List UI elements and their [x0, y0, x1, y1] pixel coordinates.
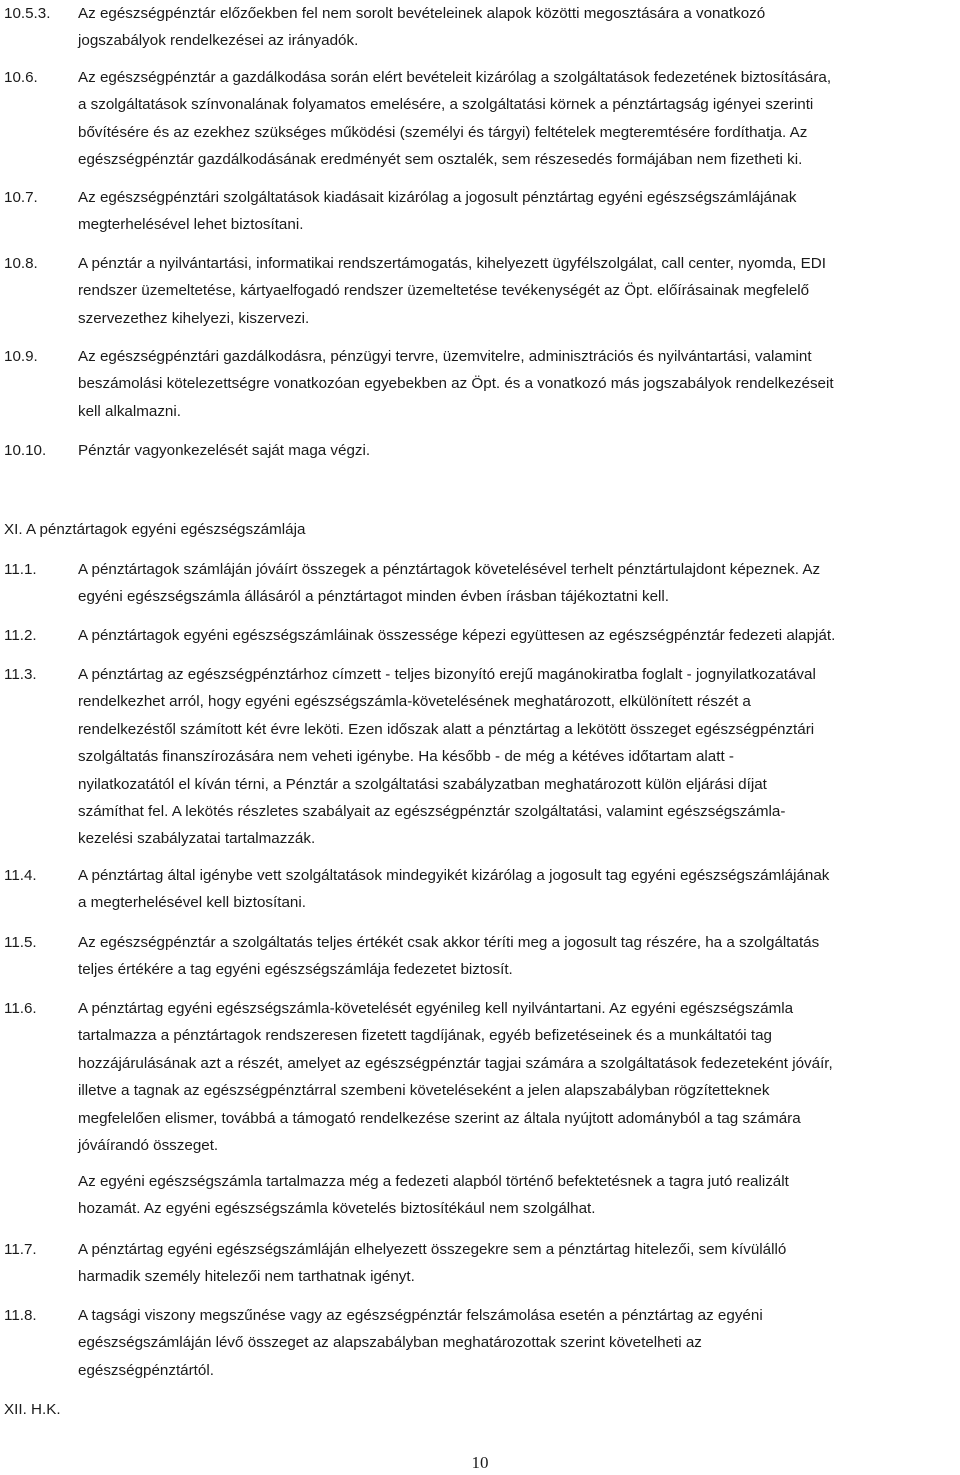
section-text-line: egészségpénztártól. — [78, 1361, 214, 1379]
section-text-line: Az egészségpénztár a szolgáltatás teljes értékét csak akkor téríti meg a jogosult tag részére, ha a szolgáltatás — [78, 934, 820, 951]
chapter-heading-xi: XI. A pénztártagok egyéni egészségszámlája — [4, 521, 306, 538]
section-text-line: beszámolási kötelezettségre vonatkozóan egyebekben az Öpt. és a vonatkozó más jogszabályok rendelkezéseit — [78, 375, 834, 393]
section-text-line: A pénztártag által igénybe vett szolgáltatások mindegyikét kizárólag a jogosult tag egyéni egészségszámlájának — [78, 867, 830, 884]
section-text-line: A pénztártag egyéni egészségszámláján elhelyezett összegekre sem a pénztártag hitelezői, sem kívülálló — [78, 1241, 787, 1258]
section-text-line: Pénztár vagyonkezelését saját maga végzi. — [78, 442, 371, 459]
section-text-line: megfelelően elismer, továbbá a támogató rendelkezése szerint az általa nyújtott adományból a tag számára — [78, 1109, 801, 1127]
section-text-line: egészségszámláján lévő összeget az alapszabályban meghatározottak szerint követelheti az — [78, 1334, 702, 1352]
section-text-line: a szolgáltatások színvonalának folyamatos emelésére, a szolgáltatási körnek a pénztártagság igényei szerinti — [78, 96, 814, 114]
section-text-line: jóváírandó összeget. — [78, 1137, 219, 1155]
section-text-line: hozzájárulásának azt a részét, amelyet az egészségpénztár tagjai számára a szolgáltatások fedezeteként jóváír, — [78, 1054, 833, 1072]
section-text-line: rendelkezéstől számított két évre leköti. Ezen időszak alatt a pénztártag a lekötött összeget egészségpénztári — [78, 720, 815, 738]
section-text-line: jogszabályok rendelkezései az irányadók. — [78, 32, 359, 50]
section-number: 10.6. — [4, 69, 38, 86]
section-text-line: megterhelésével lehet biztosítani. — [78, 216, 304, 234]
section-number: 11.2. — [4, 627, 37, 644]
section-text-line: A pénztártagok számláján jóváírt összegek a pénztártagok követelésével terhelt pénztártulajdont képeznek. Az — [78, 561, 821, 578]
section-text-line: Az egészségpénztár előzőekben fel nem sorolt bevételeinek alapok közötti megosztására a vonatkozó — [78, 5, 766, 22]
section-text-line: egyéni egészségszámla állásáról a pénztártagot minden évben írásban tájékoztatni kell. — [78, 588, 669, 606]
section-text-line: egészségpénztár gazdálkodásának eredményét sem osztalék, sem részesedés formájában nem fizetheti ki. — [78, 151, 803, 169]
section-number: 11.8. — [4, 1307, 37, 1324]
section-text-line: szervezethez kihelyezi, kiszervezi. — [78, 309, 310, 327]
section-text-line: nyilatkozatától el kíván térni, a Pénztár a szolgáltatási szabályzatban meghatározott külön eljárási díjat — [78, 775, 767, 793]
section-number: 11.4. — [4, 867, 37, 884]
section-number: 10.10. — [4, 442, 47, 459]
section-number: 10.9. — [4, 348, 38, 365]
section-number: 11.7. — [4, 1241, 37, 1258]
section-text-line: A pénztártag az egészségpénztárhoz címzett - teljes bizonyító erejű magánokiratba foglalt - jognyilatkozatával — [78, 666, 816, 683]
section-text-line: A pénztártagok egyéni egészségszámláinak összessége képezi együttesen az egészségpénztár fedezeti alapját. — [78, 627, 836, 644]
section-text-line: rendszer üzemeltetése, kártyaelfogadó rendszer üzemeltetése tevékenységét az Öpt. előírásainak megfelelő — [78, 282, 810, 300]
section-text-line: A pénztár a nyilvántartási, informatikai rendszertámogatás, kihelyezett ügyfélszolgálat, call center, nyomda, EDI — [78, 255, 826, 272]
section-text-line: tartalmazza a pénztártagok rendszeresen fizetett tagdíjának, egyéb befizetéseinek és a munkáltatói tag — [78, 1027, 772, 1045]
section-number: 11.5. — [4, 934, 37, 951]
chapter-heading-xii: XII. H.K. — [4, 1401, 61, 1418]
section-text-line: a megterhelésével kell biztosítani. — [78, 894, 306, 912]
section-text-line: számíthat fel. A lekötés részletes szabályait az egészségpénztár szolgáltatási, valamint egészségszámla- — [78, 803, 786, 821]
section-text-line: rendelkezhet arról, hogy egyéni egészségszámla-követelésének meghatározott, elkülönített részét a — [78, 693, 751, 711]
section-text-line: Az egészségpénztár a gazdálkodása során elért bevételeit kizárólag a szolgáltatások fedezetének biztosítására, — [78, 69, 832, 86]
page-number: 10 — [471, 1453, 489, 1472]
section-text-line: illetve a tagnak az egészségpénztárral szembeni követeléseként a jelen alapszabályban rögzítetteknek — [78, 1082, 770, 1100]
section-number: 10.5.3. — [4, 5, 51, 22]
section-text-line: kell alkalmazni. — [78, 402, 181, 420]
section-text-line: Az egészségpénztári gazdálkodásra, pénzügyi tervre, üzemvitelre, adminisztrációs és nyilvántartási, valamint — [78, 348, 812, 365]
section-number: 11.1. — [4, 561, 37, 578]
section-text-line: A pénztártag egyéni egészségszámla-követelését egyénileg kell nyilvántartani. Az egyéni egészségszámla — [78, 1000, 794, 1017]
section-number: 10.8. — [4, 255, 38, 272]
section-text-line: Az egészségpénztári szolgáltatások kiadásait kizárólag a jogosult pénztártag egyéni egészségszámlájának — [78, 189, 797, 206]
section-text-line: A tagsági viszony megszűnése vagy az egészségpénztár felszámolása esetén a pénztártag az egyéni — [78, 1307, 763, 1324]
section-text-line: harmadik személy hitelezői nem tarthatnak igényt. — [78, 1268, 415, 1286]
section-number: 10.7. — [4, 189, 38, 206]
section-text-line: Az egyéni egészségszámla tartalmazza még a fedezeti alapból történő befektetésnek a tagra jutó realizált — [78, 1173, 789, 1190]
section-text-line: kezelési szabályzatai tartalmazzák. — [78, 830, 316, 848]
section-text-line: teljes értékére a tag egyéni egészségszámlája fedezetet biztosít. — [78, 961, 513, 979]
section-text-line: szolgáltatás finanszírozására nem veheti igénybe. Ha később - de még a kétéves időtartam alatt - — [78, 748, 734, 766]
section-number: 11.6. — [4, 1000, 37, 1017]
section-number: 11.3. — [4, 666, 37, 683]
section-text-line: bővítésére és az ezekhez szükséges működési (személyi és tárgyi) feltételek megteremtésére fordíthatja. Az — [78, 123, 808, 141]
section-text-line: hozamát. Az egyéni egészségszámla követelés biztosítékául nem szolgálhat. — [78, 1200, 596, 1218]
